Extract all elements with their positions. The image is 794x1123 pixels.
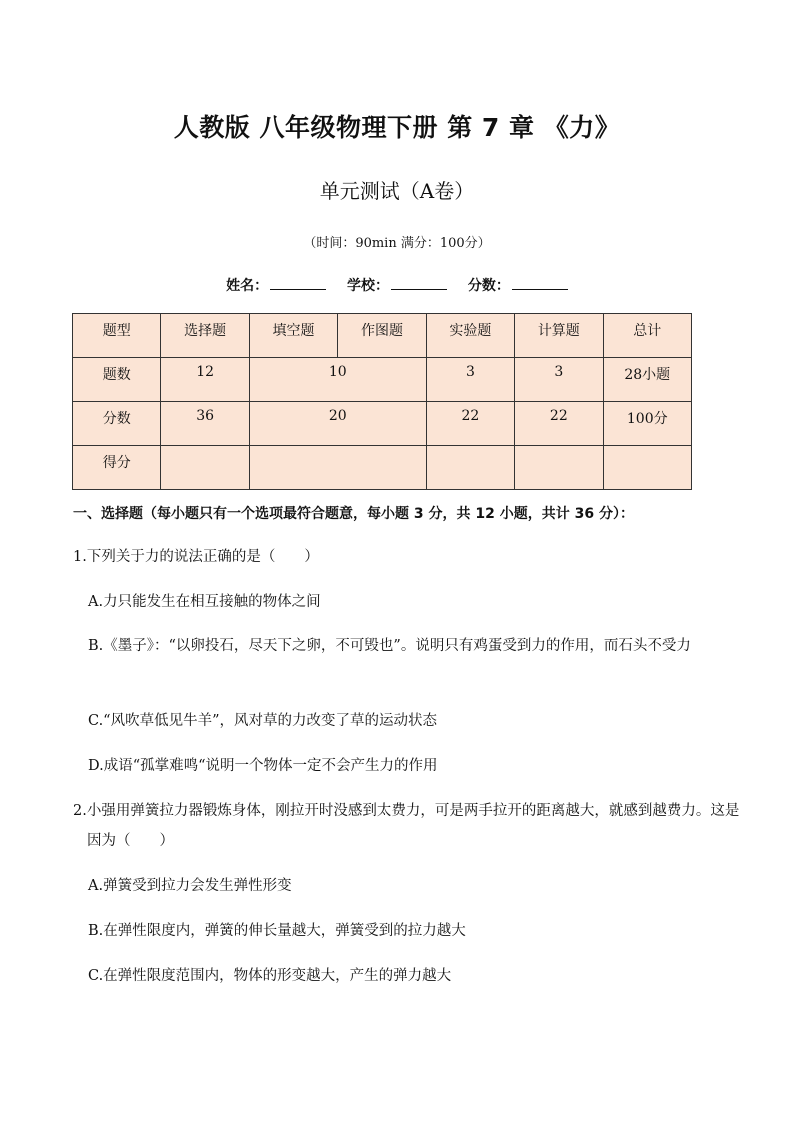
question-option: A.弹簧受到拉力会发生弹性形变 [88,878,292,894]
table-cell: 10 [249,358,426,402]
page-subtitle: 单元测试（A卷） [319,179,475,203]
name-label: 姓名： [226,278,269,294]
question-option: D.成语“孤掌难鸣“说明一个物体一定不会产生力的作用 [88,758,438,774]
table-cell: 选择题 [161,314,249,358]
score-entry-cell[interactable] [161,446,249,490]
table-cell: 实验题 [426,314,514,358]
name-blank[interactable] [270,277,326,290]
table-cell: 题数 [73,358,161,402]
table-cell: 12 [161,358,249,402]
question-stem: 2.小强用弹簧拉力器锻炼身体，刚拉开时没感到太费力，可是两手拉开的距离越大，就感到越费力。这是因为（ ） [73,803,740,849]
question-option: B.《墨子》：“以卵投石，尽天下之卵，不可毁也”。说明只有鸡蛋受到力的作用，而石头不受力 [88,638,691,654]
table-cell: 总计 [603,314,691,358]
score-entry-cell[interactable] [603,446,691,490]
school-blank[interactable] [391,277,447,290]
table-header-row [73,314,692,358]
question-option: C.“风吹草低见牛羊”，风对草的力改变了草的运动状态 [88,713,438,729]
table-cell: 3 [515,358,603,402]
question-option: C.在弹性限度范围内，物体的形变越大，产生的弹力越大 [88,968,452,984]
table-cell: 作图题 [338,314,426,358]
table-count-row [73,358,692,402]
score-table [72,313,692,490]
school-label: 学校： [347,278,389,294]
score-blank[interactable] [512,277,568,290]
time-score-info: （时间：90min 满分：100分） [303,236,491,251]
table-cell: 22 [426,402,514,446]
score-entry-cell[interactable] [249,446,426,490]
table-cell: 题型 [73,314,161,358]
table-cell: 3 [426,358,514,402]
table-cell: 28小题 [603,358,691,402]
score-label: 分数： [467,278,510,294]
table-cell: 100分 [603,402,691,446]
score-entry-cell[interactable] [515,446,603,490]
table-cell: 22 [515,402,603,446]
page-title: 人教版 八年级物理下册 第 7 章 《力》 [173,113,621,142]
section-heading: 一、选择题（每小题只有一个选项最符合题意，每小题 3 分，共 12 小题，共计 36 分）： [73,506,634,522]
question-option: A.力只能发生在相互接触的物体之间 [88,594,321,610]
table-cell: 36 [161,402,249,446]
table-cell: 计算题 [515,314,603,358]
question-option: B.在弹性限度内，弹簧的伸长量越大，弹簧受到的拉力越大 [88,923,466,939]
score-entry-cell[interactable] [426,446,514,490]
question-stem: 1.下列关于力的说法正确的是（ ） [73,549,319,565]
table-cell: 得分 [73,446,161,490]
table-cell: 20 [249,402,426,446]
table-points-row [73,402,692,446]
student-info-fields [0,275,794,295]
table-cell: 分数 [73,402,161,446]
table-cell: 填空题 [249,314,337,358]
table-got-row [73,446,692,490]
